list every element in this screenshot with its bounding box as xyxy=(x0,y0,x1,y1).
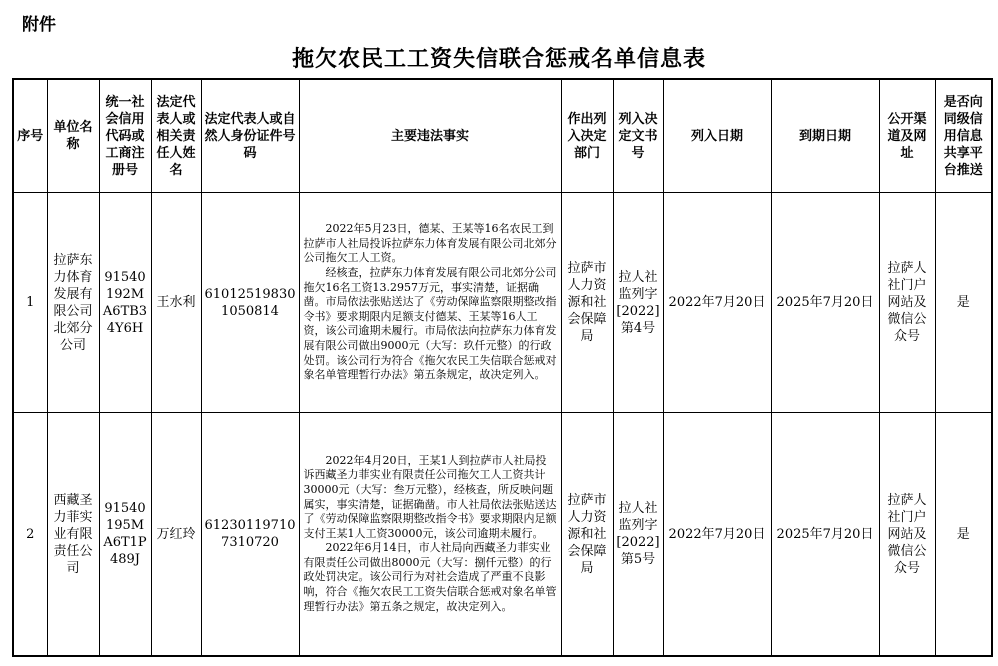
column-header: 列入日期 xyxy=(663,79,771,193)
unit-name: 西藏圣力菲实业有限责任公司 xyxy=(47,413,99,657)
column-header: 公开渠道及网址 xyxy=(879,79,935,193)
list-date: 2022年7月20日 xyxy=(663,193,771,413)
facts-paragraph: 2022年5月23日，德某、王某等16名农民工到拉萨市人社局投诉拉萨东力体育发展有限公司北郊分公司拖欠工人工资。 xyxy=(303,222,557,265)
facts-paragraph: 2022年6月14日，市人社局向西藏圣力菲实业有限责任公司做出8000元（大写：捌仟元整）的行政处罚决定。该公司行为对社会造成了严重不良影响，符合《拖欠农民工工资失信联合惩戒对象名单管理暂行办法》第五条之规定，故决定列入。 xyxy=(303,541,557,613)
push-status: 是 xyxy=(935,193,992,413)
column-header: 序号 xyxy=(13,79,47,193)
unit-name: 拉萨东力体育发展有限公司北郊分公司 xyxy=(47,193,99,413)
table-header-row xyxy=(13,79,992,193)
violation-facts xyxy=(299,193,561,413)
publish-channel: 拉萨人社门户网站及微信公众号 xyxy=(879,413,935,657)
facts-paragraph: 经核查，拉萨东力体育发展有限公司北郊分公司拖欠16名工资13.2957万元，事实清楚，证据确凿。市局依法张贴送达了《劳动保障监察限期整改指令书》要求期限内足额支付德某、王某等16人工资，该公司逾期未履行。市局依法向拉萨东力体育发展有限公司做出9000元（大写：玖仟元整）的行政处罚。该公司行为符合《拖欠农民工失信联合惩戒对象名单管理暂行办法》第五条规定，故决定列入。 xyxy=(303,266,557,382)
column-header: 单位名称 xyxy=(47,79,99,193)
expire-date: 2025年7月20日 xyxy=(771,193,879,413)
column-header: 列入决定文书号 xyxy=(613,79,663,193)
document-number: 拉人社监列字[2022]第4号 xyxy=(613,193,663,413)
responsible-person: 王水利 xyxy=(151,193,201,413)
attachment-label: 附件 xyxy=(22,15,56,35)
blacklist-table xyxy=(12,78,993,657)
column-header: 法定代表人或自然人身份证件号码 xyxy=(201,79,299,193)
facts-paragraph: 2022年4月20日，王某1人到拉萨市人社局投诉西藏圣力菲实业有限责任公司拖欠工人工资共计30000元（大写：叁万元整），经核查，所反映问题属实，事实清楚，证据确凿。市人社局依法张贴送达了《劳动保障监察限期整改指令书》要求期限内足额支付王某1人工资30000元，该公司逾期未履行。 xyxy=(303,453,557,540)
id-number: 612301197107310720 xyxy=(201,413,299,657)
push-status: 是 xyxy=(935,413,992,657)
list-date: 2022年7月20日 xyxy=(663,413,771,657)
table-row xyxy=(13,193,992,413)
column-header: 主要违法事实 xyxy=(299,79,561,193)
id-number: 610125198301050814 xyxy=(201,193,299,413)
table-row xyxy=(13,413,992,657)
expire-date: 2025年7月20日 xyxy=(771,413,879,657)
page-title: 拖欠农民工工资失信联合惩戒名单信息表 xyxy=(291,47,706,72)
row-number: 1 xyxy=(13,193,47,413)
document-number: 拉人社监列字[2022]第5号 xyxy=(613,413,663,657)
column-header: 法定代表人或相关责任人姓名 xyxy=(151,79,201,193)
violation-facts xyxy=(299,413,561,657)
responsible-person: 万红玲 xyxy=(151,413,201,657)
deciding-department: 拉萨市人力资源和社会保障局 xyxy=(561,193,613,413)
column-header: 到期日期 xyxy=(771,79,879,193)
column-header: 作出列入决定部门 xyxy=(561,79,613,193)
credit-code: 91540195MA6T1P489J xyxy=(99,413,151,657)
row-number: 2 xyxy=(13,413,47,657)
deciding-department: 拉萨市人力资源和社会保障局 xyxy=(561,413,613,657)
column-header: 统一社会信用代码或工商注册号 xyxy=(99,79,151,193)
column-header: 是否向同级信用信息共享平台推送 xyxy=(935,79,992,193)
publish-channel: 拉萨人社门户网站及微信公众号 xyxy=(879,193,935,413)
credit-code: 91540192MA6TB34Y6H xyxy=(99,193,151,413)
